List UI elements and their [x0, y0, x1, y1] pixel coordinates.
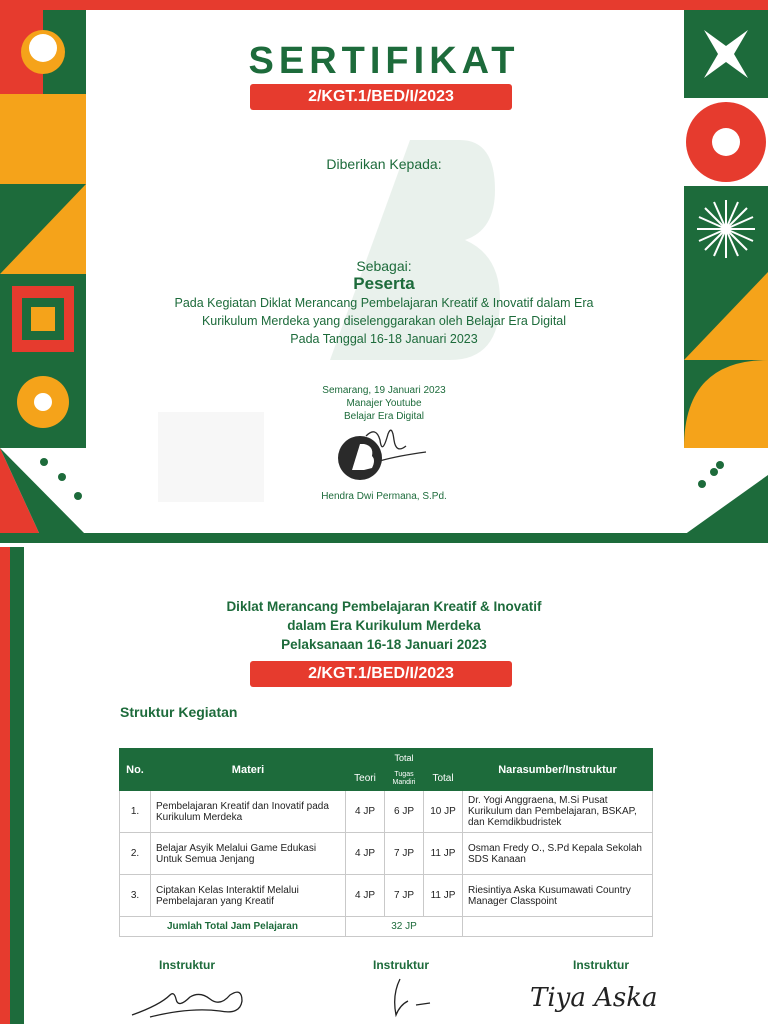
given-to-label: Diberikan Kepada: [326, 156, 442, 172]
row-no: 2. [120, 833, 151, 875]
row-materi: Pembelajaran Kreatif dan Inovatif pada Kurikulum Merdeka [151, 791, 346, 833]
footer-label: Jumlah Total Jam Pelajaran [120, 917, 346, 937]
instructor-label-3: Instruktur [573, 958, 630, 972]
signature-2 [386, 975, 436, 1019]
header-total-group: Total [346, 749, 463, 767]
bottom-green-bar [0, 533, 768, 543]
table-footer-row [120, 917, 653, 937]
instructor-label-2: Instruktur [373, 958, 430, 972]
place-date: Semarang, 19 Januari 2023 [322, 385, 446, 396]
row-tugas: 7 JP [385, 833, 424, 875]
row-teori: 4 JP [346, 875, 385, 917]
row-no: 1. [120, 791, 151, 833]
row-narasumber: Dr. Yogi Anggraena, M.Si Pusat Kurikulum dan Pembelajaran, BSKAP, dan Kemdikbudristek [463, 791, 653, 833]
row-total: 11 JP [424, 833, 463, 875]
footer-total: 32 JP [346, 917, 463, 937]
certificate-number-badge: 2/KGT.1/BED/I/2023 [250, 84, 512, 110]
schedule-title-2: dalam Era Kurikulum Merdeka [287, 618, 481, 633]
signer-position-1: Manajer Youtube [346, 398, 422, 409]
table-row [120, 875, 653, 917]
signer-name: Hendra Dwi Permana, S.Pd. [321, 491, 447, 502]
role-label: Peserta [353, 274, 415, 293]
signature-with-logo [336, 426, 432, 488]
schedule-number-badge: 2/KGT.1/BED/I/2023 [250, 661, 512, 687]
footer-empty-cell [463, 917, 653, 937]
header-narasumber: Narasumber/Instruktur [463, 749, 653, 791]
signature-3: Tiya Aska [530, 983, 658, 1013]
row-narasumber: Osman Fredy O., S.Pd Kepala Sekolah SDS Kanaan [463, 833, 653, 875]
row-tugas: 7 JP [385, 875, 424, 917]
header-total: Total [424, 767, 463, 791]
header-materi: Materi [151, 749, 346, 791]
table-row [120, 791, 653, 833]
description-line-1: Pada Kegiatan Diklat Merancang Pembelajaran Kreatif & Inovatif dalam Era [174, 296, 594, 310]
signature-1 [130, 985, 250, 1019]
blank-photo-area [158, 412, 264, 502]
row-no: 3. [120, 875, 151, 917]
schedule-page [0, 547, 768, 1024]
row-materi: Ciptakan Kelas Interaktif Melalui Pembelajaran yang Kreatif [151, 875, 346, 917]
section-heading: Struktur Kegiatan [120, 704, 238, 720]
as-label: Sebagai: [356, 258, 412, 274]
instructor-label-1: Instruktur [159, 958, 216, 972]
row-tugas: 6 JP [385, 791, 424, 833]
header-tugas-mandiri: Tugas Mandiri [385, 767, 424, 791]
top-red-bar [0, 0, 768, 10]
row-narasumber: Riesintiya Aska Kusumawati Country Manager Classpoint [463, 875, 653, 917]
description-line-2: Kurikulum Merdeka yang diselenggarakan oleh Belajar Era Digital [201, 314, 567, 328]
row-total: 11 JP [424, 875, 463, 917]
schedule-title-1: Diklat Merancang Pembelajaran Kreatif & Inovatif [226, 599, 542, 614]
description-line-3: Pada Tanggal 16-18 Januari 2023 [290, 332, 478, 346]
header-teori: Teori [346, 767, 385, 791]
table-row [120, 833, 653, 875]
schedule-table [119, 748, 653, 937]
row-teori: 4 JP [346, 833, 385, 875]
row-materi: Belajar Asyik Melalui Game Edukasi Untuk Semua Jenjang [151, 833, 346, 875]
signer-position-2: Belajar Era Digital [343, 411, 425, 422]
header-no: No. [120, 749, 151, 791]
row-teori: 4 JP [346, 791, 385, 833]
certificate-title: SERTIFIKAT [248, 40, 520, 82]
schedule-title-3: Pelaksanaan 16-18 Januari 2023 [281, 637, 487, 652]
row-total: 10 JP [424, 791, 463, 833]
